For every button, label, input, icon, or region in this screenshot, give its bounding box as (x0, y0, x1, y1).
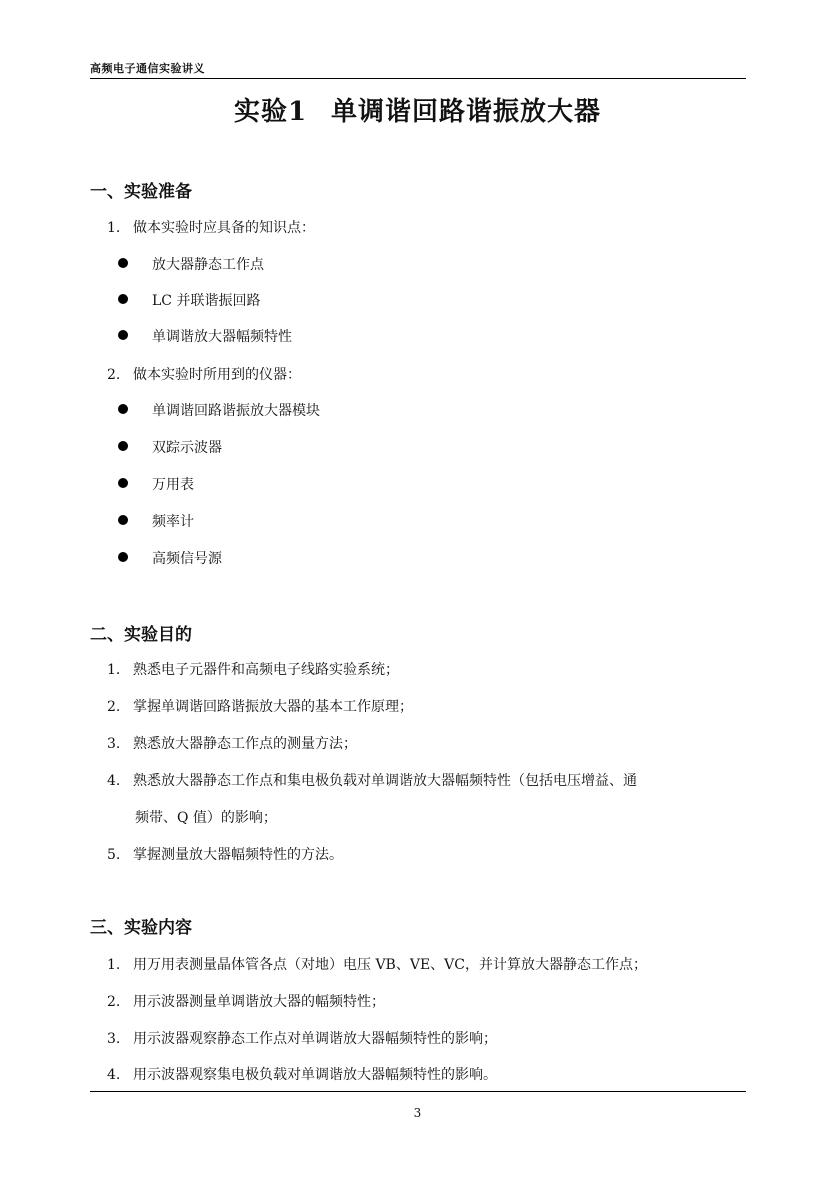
list-item (107, 217, 315, 237)
item-number: 1. (107, 220, 121, 236)
bullet-dot-icon (118, 515, 128, 525)
experiment-number: 实验1 (233, 97, 308, 127)
bullet-item (118, 254, 264, 274)
bullet-text: LC 并联谐振回路 (152, 293, 261, 309)
bullet-text: 万用表 (152, 477, 194, 493)
bullet-text: 高频信号源 (152, 551, 222, 567)
item-text: 熟悉放大器静态工作点的测量方法； (133, 736, 357, 752)
bullet-dot-icon (118, 294, 128, 304)
item-number: 3. (107, 1031, 121, 1047)
item-number: 5. (107, 847, 121, 863)
bullet-text: 双踪示波器 (152, 440, 222, 456)
bullet-text: 单调谐回路谐振放大器模块 (152, 403, 320, 419)
page-number: 3 (413, 1106, 422, 1120)
item-text: 熟悉放大器静态工作点和集电极负载对单调谐放大器幅频特性（包括电压增益、通 (133, 773, 637, 789)
bullet-text: 单调谐放大器幅频特性 (152, 329, 292, 345)
list-item (107, 844, 343, 864)
item-number: 2. (107, 367, 121, 383)
item-text: 熟悉电子元器件和高频电子线路实验系统； (133, 662, 399, 678)
item-text: 掌握单调谐回路谐振放大器的基本工作原理； (133, 699, 413, 715)
bullet-text: 频率计 (152, 514, 194, 530)
section-heading-preparation: 一、实验准备 (90, 182, 192, 202)
item-text: 掌握测量放大器幅频特性的方法。 (133, 847, 343, 863)
bullet-text: 放大器静态工作点 (152, 257, 264, 273)
list-item (107, 659, 399, 679)
item-text: 用万用表测量晶体管各点（对地）电压 VB、VE、VC，并计算放大器静态工作点； (133, 957, 647, 973)
item-number: 1. (107, 662, 121, 678)
item-text: 做本实验时所用到的仪器： (133, 367, 301, 383)
bullet-dot-icon (118, 441, 128, 451)
bullet-dot-icon (118, 404, 128, 414)
header-rule (90, 78, 746, 79)
list-item (107, 770, 637, 790)
list-item (107, 733, 357, 753)
item-text: 用示波器测量单调谐放大器的幅频特性； (133, 994, 385, 1010)
bullet-dot-icon (118, 258, 128, 268)
bullet-item (118, 548, 222, 568)
bullet-item (118, 474, 194, 494)
item-number: 1. (107, 957, 121, 973)
bullet-item (118, 326, 292, 346)
item-text: 用示波器观察集电极负载对单调谐放大器幅频特性的影响。 (133, 1067, 497, 1083)
footer-rule (90, 1091, 746, 1092)
running-header: 高频电子通信实验讲义 (90, 62, 205, 75)
list-item (107, 696, 413, 716)
list-item (107, 1028, 497, 1048)
item-text: 做本实验时应具备的知识点： (133, 220, 315, 236)
bullet-item (118, 400, 320, 420)
list-item (107, 954, 647, 974)
bullet-item (118, 290, 260, 310)
list-item (107, 364, 301, 384)
list-item-continuation: 频带、Q 值）的影响； (135, 810, 277, 826)
item-number: 3. (107, 736, 121, 752)
list-item (107, 991, 385, 1011)
page-title (0, 91, 835, 128)
bullet-item (118, 437, 222, 457)
item-number: 2. (107, 699, 121, 715)
bullet-dot-icon (118, 330, 128, 340)
item-number: 4. (107, 1067, 121, 1083)
section-heading-content: 三、实验内容 (90, 918, 192, 938)
experiment-title: 单调谐回路谐振放大器 (331, 97, 602, 127)
section-heading-objectives: 二、实验目的 (90, 625, 192, 645)
list-item (107, 1064, 497, 1084)
item-number: 2. (107, 994, 121, 1010)
item-number: 4. (107, 773, 121, 789)
item-text: 用示波器观察静态工作点对单调谐放大器幅频特性的影响； (133, 1031, 497, 1047)
bullet-dot-icon (118, 552, 128, 562)
bullet-item (118, 511, 194, 531)
bullet-dot-icon (118, 478, 128, 488)
